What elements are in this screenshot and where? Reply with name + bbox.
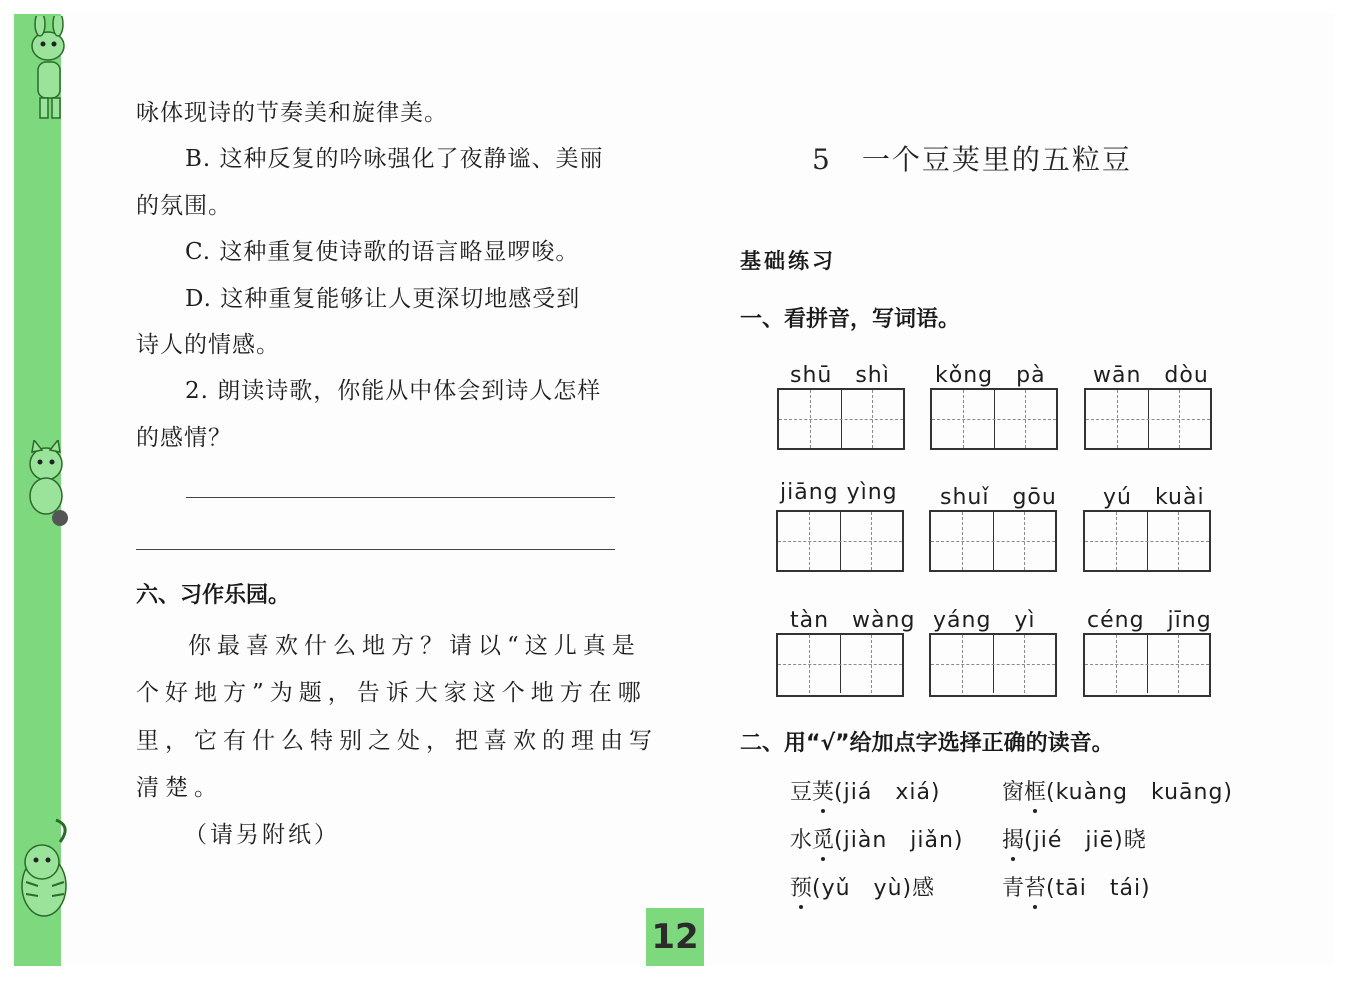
section-6-line-1: 你最喜欢什么地方？请以“这儿真是	[188, 633, 641, 659]
writing-grid[interactable]	[1083, 510, 1211, 572]
choice-item[interactable]: 窗框(kuàng kuāng)	[1002, 780, 1233, 805]
writing-grid[interactable]	[777, 388, 905, 450]
q2-heading: 二、用“√”给加点字选择正确的读音。	[740, 731, 1114, 756]
question-2-cont: 的感情？	[136, 425, 232, 451]
section-6-line-2: 个好地方”为题，告诉大家这个地方在哪	[136, 680, 647, 706]
section-6-line-3: 里，它有什么特别之处，把喜欢的理由写	[136, 728, 658, 754]
q1-heading: 一、看拼音，写词语。	[740, 307, 961, 332]
answer-line-1[interactable]	[186, 497, 615, 498]
pinyin-label: jiāng yìng	[780, 480, 898, 505]
option-b-cont: 的氛围。	[136, 193, 232, 219]
cat-mascot-icon	[20, 440, 76, 530]
writing-grid[interactable]	[929, 510, 1057, 572]
tiger-mascot-icon	[16, 816, 74, 928]
section-6-line-4: 清楚。	[136, 775, 223, 801]
pinyin-label: céng jīng	[1087, 608, 1212, 633]
option-d-line: D. 这种重复能够让人更深切地感受到	[185, 286, 581, 312]
choice-item[interactable]: 青苔(tāi tái)	[1002, 876, 1151, 901]
writing-grid[interactable]	[1083, 633, 1211, 697]
option-c-line: C. 这种重复使诗歌的语言略显啰唆。	[185, 239, 580, 265]
question-2-line: 2. 朗读诗歌，你能从中体会到诗人怎样	[185, 378, 602, 404]
lesson-title: 5 一个豆荚里的五粒豆	[812, 143, 1132, 176]
option-d-cont: 诗人的情感。	[136, 332, 280, 358]
writing-grid[interactable]	[929, 633, 1057, 697]
pinyin-label: shū shì	[790, 363, 890, 388]
writing-grid[interactable]	[1084, 388, 1212, 450]
pinyin-label: yú kuài	[1103, 485, 1205, 510]
section-6-heading: 六、习作乐园。	[136, 583, 291, 608]
pinyin-label: yáng yì	[933, 608, 1036, 633]
choice-item[interactable]: 水觅(jiàn jiǎn)	[790, 828, 964, 853]
choice-item[interactable]: 预(yǔ yù)感	[790, 876, 935, 901]
answer-line-2[interactable]	[136, 549, 615, 550]
left-line-1: 咏体现诗的节奏美和旋律美。	[136, 100, 448, 126]
pinyin-label: tàn wàng	[790, 608, 916, 633]
attach-note: （请另附纸）	[184, 822, 340, 848]
rabbit-mascot-icon	[18, 16, 84, 126]
pinyin-label: kǒng pà	[935, 363, 1046, 388]
writing-grid[interactable]	[930, 388, 1058, 450]
writing-grid[interactable]	[776, 510, 904, 572]
basic-practice-heading: 基础练习	[740, 249, 836, 273]
pinyin-label: wān dòu	[1093, 363, 1209, 388]
choice-item[interactable]: 揭(jié jiē)晓	[1002, 828, 1146, 853]
option-b-line: B. 这种反复的吟咏强化了夜静谧、美丽	[185, 146, 604, 172]
writing-grid[interactable]	[776, 633, 904, 697]
page-number: 12	[646, 908, 704, 966]
choice-item[interactable]: 豆荚(jiá xiá)	[790, 780, 941, 805]
pinyin-label: shuǐ gōu	[940, 485, 1057, 510]
